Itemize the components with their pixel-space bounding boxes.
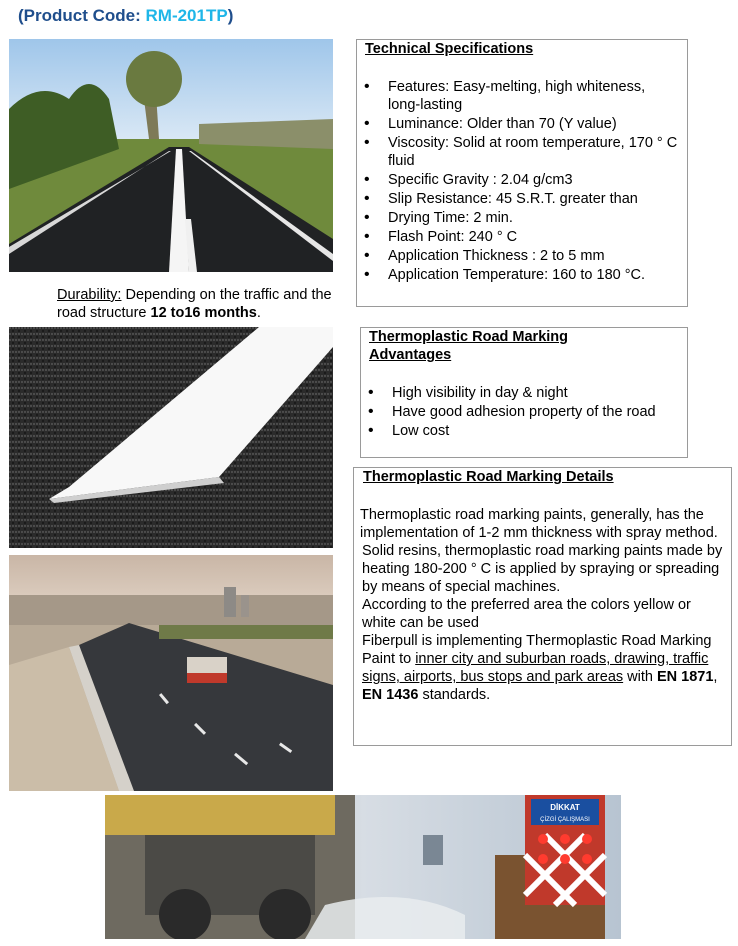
product-code-heading (18, 6, 233, 26)
advantages-title: Thermoplastic Road Marking Advantages (369, 329, 569, 363)
details-paragraph: Solid resins, thermoplastic road marking paints made by heating 180-200 ° C is applied by spraying or spreading by means of special machines. (362, 543, 723, 595)
details-text: , (713, 669, 718, 685)
highway-photo (9, 555, 333, 791)
tech-specs-box (356, 39, 688, 307)
marking-closeup-photo (9, 327, 333, 548)
spec-item: • Specific Gravity : 2.04 g/cm3 (388, 171, 679, 189)
durability-end: . (256, 305, 261, 321)
details-title: Thermoplastic Road Marking Details (363, 469, 614, 485)
standard-en1871: EN 1871 (656, 669, 714, 685)
advantage-item: • High visibility in day & night (392, 384, 679, 402)
spec-item: • Luminance: Older than 70 (Y value) (388, 115, 679, 133)
spec-item: • Drying Time: 2 min. (388, 209, 679, 227)
spec-item: • Slip Resistance: 45 S.R.T. greater than (388, 190, 679, 208)
details-text: Fiberpull is implementing Thermoplastic Road Marking Paint to (362, 633, 712, 667)
details-text: standards. (418, 687, 491, 703)
tech-specs-list (365, 78, 679, 284)
road-photo (9, 39, 333, 272)
durability-label: Durability: (57, 287, 122, 303)
warning-sign-line1: DİKKAT (550, 803, 580, 812)
advantage-item: • Have good adhesion property of the road (392, 403, 679, 421)
product-code-value: RM-201TP (145, 6, 228, 25)
details-text: with (623, 669, 657, 685)
warning-sign-line2: ÇİZGİ ÇALIŞMASI (540, 817, 590, 823)
details-paragraph: Thermoplastic road marking paints, generally, has the implementation of 1-2 mm thickness with spray method. (360, 507, 718, 541)
tech-specs-title: Technical Specifications (365, 41, 534, 57)
spec-item: • Application Temperature: 160 to 180 °C. (388, 266, 679, 284)
advantages-list (369, 384, 679, 440)
marking-machine-photo (105, 795, 621, 939)
standard-en1436: EN 1436 (362, 687, 419, 703)
product-code-suffix: ) (227, 6, 234, 25)
durability-note (57, 286, 357, 322)
details-paragraph (360, 632, 725, 704)
details-box (353, 467, 732, 746)
details-paragraph: According to the preferred area the colors yellow or white can be used (362, 597, 691, 631)
durability-text: Depending on the traffic and the road structure (57, 287, 332, 321)
product-code-prefix: (Product Code: (18, 6, 146, 25)
durability-value: 12 to16 months (150, 305, 257, 321)
spec-item: • Viscosity: Solid at room temperature, 170 ° C fluid (388, 134, 679, 170)
advantages-box (360, 327, 688, 458)
advantage-item: • Low cost (392, 422, 679, 440)
spec-item: • Application Thickness : 2 to 5 mm (388, 247, 679, 265)
spec-item: • Features: Easy-melting, high whiteness, long-lasting (388, 78, 679, 114)
spec-item: • Flash Point: 240 ° C (388, 228, 679, 246)
application-areas-text: inner city and suburban roads, drawing, traffic signs, airports, bus stops and park areas (362, 651, 709, 685)
